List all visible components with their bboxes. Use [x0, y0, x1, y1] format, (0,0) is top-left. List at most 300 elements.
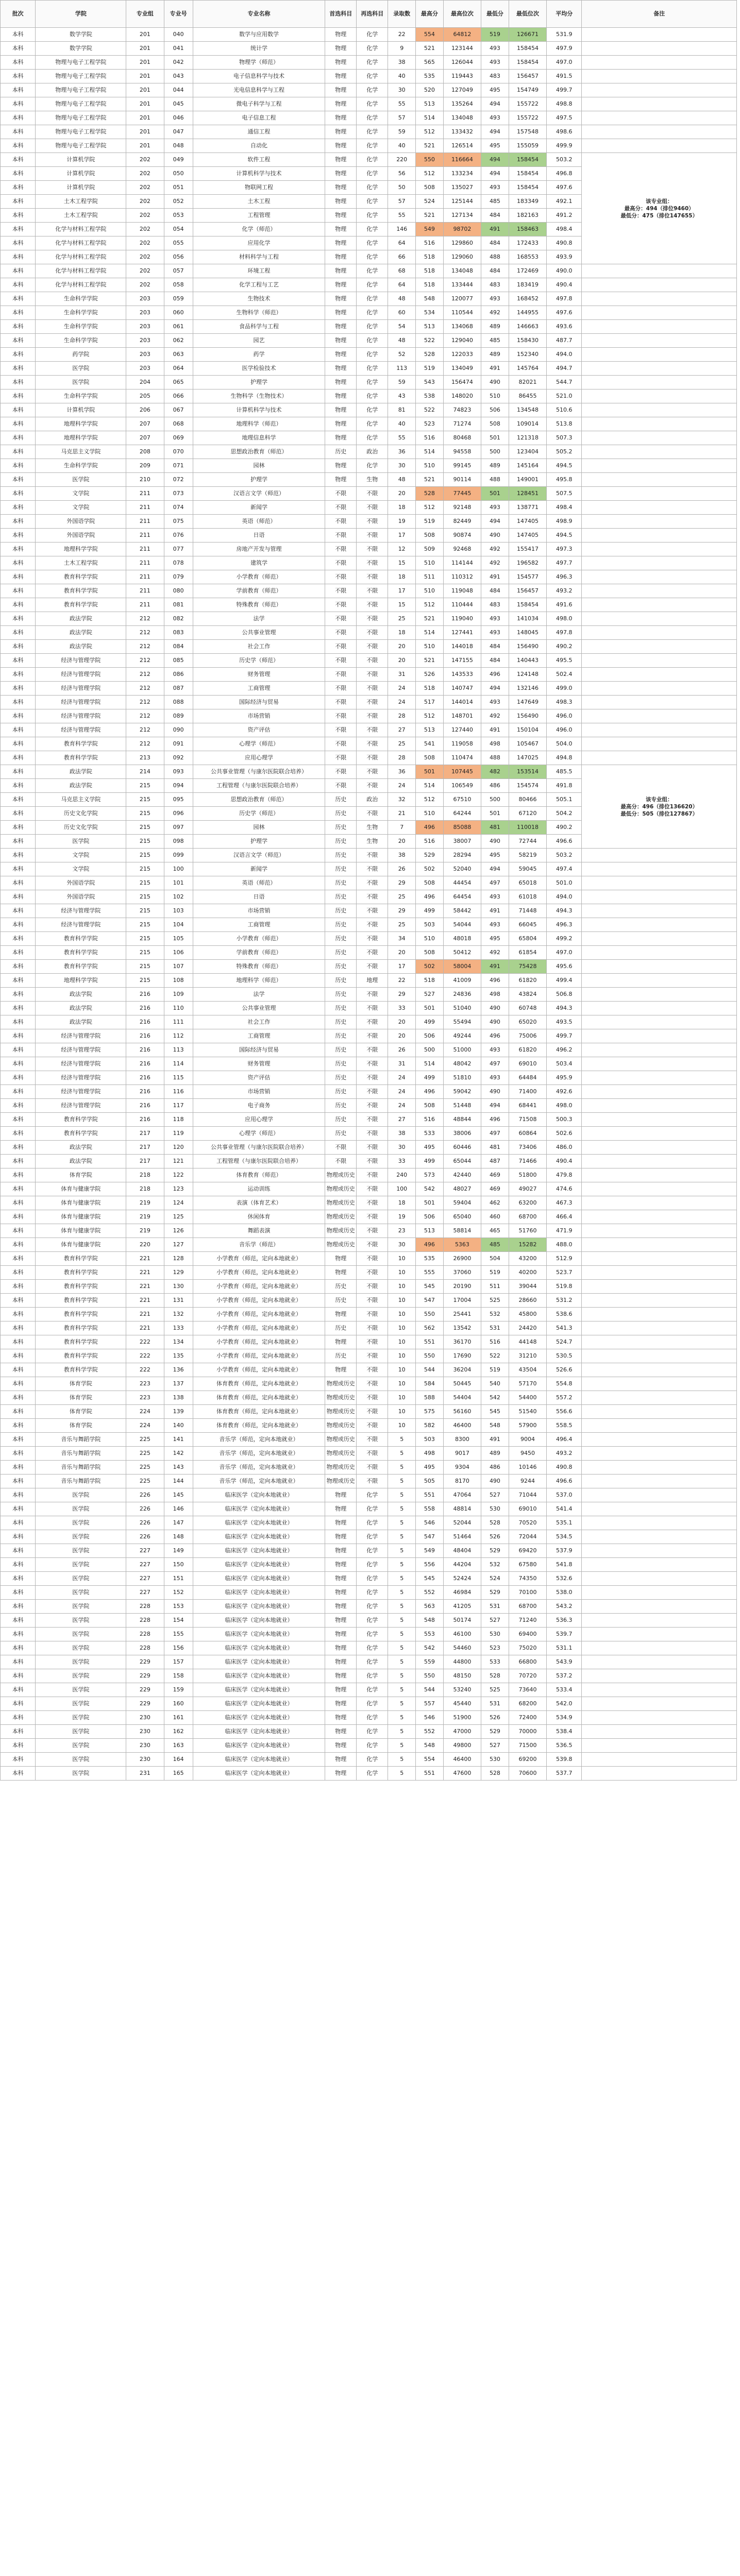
cell-max-score: 518 [416, 278, 444, 292]
cell-min-score: 492 [481, 543, 509, 556]
cell-min-rank: 49027 [509, 1182, 546, 1196]
cell-min-rank: 156490 [509, 709, 546, 723]
table-row [1, 849, 737, 862]
cell-second-subject: 化学 [357, 56, 388, 70]
cell-second-subject: 地理 [357, 974, 388, 988]
cell-enrolled: 30 [388, 459, 416, 473]
cell-first-subject: 不限 [325, 696, 357, 709]
cell-second-subject: 化学 [357, 181, 388, 195]
cell-min-rank: 145764 [509, 362, 546, 376]
cell-remark [582, 737, 737, 751]
cell-group: 215 [126, 835, 164, 849]
cell-enrolled: 5 [388, 1641, 416, 1655]
cell-batch: 本科 [1, 779, 36, 793]
cell-college: 化学与材料工程学院 [36, 250, 126, 264]
cell-batch: 本科 [1, 1697, 36, 1711]
cell-min-rank: 57900 [509, 1419, 546, 1433]
table-row [1, 1029, 737, 1043]
cell-enrolled: 30 [388, 83, 416, 97]
cell-major: 地理信息科学 [193, 431, 325, 445]
cell-max-rank: 119040 [443, 612, 481, 626]
table-row [1, 932, 737, 946]
cell-max-score: 510 [416, 640, 444, 654]
remark-line: 最高分：494（排位9460） [624, 205, 694, 212]
cell-code: 131 [164, 1294, 193, 1308]
cell-group: 223 [126, 1377, 164, 1391]
cell-min-score: 508 [481, 417, 509, 431]
cell-batch: 本科 [1, 250, 36, 264]
cell-enrolled: 31 [388, 668, 416, 682]
cell-first-subject: 历史 [325, 918, 357, 932]
cell-enrolled: 20 [388, 487, 416, 501]
cell-max-score: 527 [416, 988, 444, 1002]
cell-group: 202 [126, 250, 164, 264]
cell-second-subject: 化学 [357, 236, 388, 250]
cell-code: 114 [164, 1057, 193, 1071]
cell-max-rank: 47064 [443, 1488, 481, 1502]
cell-batch: 本科 [1, 501, 36, 515]
cell-min-rank: 71508 [509, 1113, 546, 1127]
cell-max-score: 548 [416, 1614, 444, 1628]
cell-batch: 本科 [1, 1127, 36, 1141]
table-row [1, 1475, 737, 1488]
cell-second-subject: 不限 [357, 751, 388, 765]
cell-min-rank: 71400 [509, 1085, 546, 1099]
cell-max-score: 550 [416, 1349, 444, 1363]
cell-major: 园艺 [193, 334, 325, 348]
cell-group: 225 [126, 1433, 164, 1447]
cell-code: 067 [164, 403, 193, 417]
cell-batch: 本科 [1, 904, 36, 918]
cell-max-score: 550 [416, 1669, 444, 1683]
cell-college: 经济与管理学院 [36, 904, 126, 918]
cell-max-rank: 127441 [443, 626, 481, 640]
cell-college: 马克思主义学院 [36, 445, 126, 459]
cell-first-subject: 物理 [325, 403, 357, 417]
cell-enrolled: 32 [388, 793, 416, 807]
cell-remark [582, 1488, 737, 1502]
column-header: 专业组 [126, 1, 164, 28]
cell-first-subject: 物理或历史 [325, 1391, 357, 1405]
cell-remark [582, 1600, 737, 1614]
cell-min-rank: 71448 [509, 904, 546, 918]
table-row [1, 445, 737, 459]
cell-max-score: 557 [416, 1697, 444, 1711]
cell-min-rank: 155722 [509, 97, 546, 111]
cell-enrolled: 59 [388, 376, 416, 389]
cell-min-score: 490 [481, 1085, 509, 1099]
cell-batch: 本科 [1, 960, 36, 974]
cell-min-score: 523 [481, 1641, 509, 1655]
cell-max-score: 506 [416, 1029, 444, 1043]
cell-code: 057 [164, 264, 193, 278]
cell-enrolled: 15 [388, 598, 416, 612]
cell-first-subject: 历史 [325, 1057, 357, 1071]
cell-min-rank: 60864 [509, 1127, 546, 1141]
cell-second-subject: 化学 [357, 1683, 388, 1697]
table-row [1, 459, 737, 473]
cell-batch: 本科 [1, 1488, 36, 1502]
cell-group: 226 [126, 1488, 164, 1502]
cell-enrolled: 40 [388, 139, 416, 153]
cell-code: 124 [164, 1196, 193, 1210]
cell-group: 203 [126, 292, 164, 306]
table-row [1, 946, 737, 960]
cell-first-subject: 历史 [325, 1015, 357, 1029]
cell-min-rank: 158454 [509, 56, 546, 70]
table-row [1, 904, 737, 918]
cell-enrolled: 24 [388, 682, 416, 696]
cell-first-subject: 物理 [325, 1697, 357, 1711]
cell-avg-score: 533.4 [547, 1683, 582, 1697]
cell-enrolled: 33 [388, 1155, 416, 1168]
cell-major: 食品科学与工程 [193, 320, 325, 334]
cell-code: 139 [164, 1405, 193, 1419]
cell-group: 201 [126, 70, 164, 83]
cell-max-score: 502 [416, 960, 444, 974]
cell-group: 211 [126, 570, 164, 584]
cell-min-score: 485 [481, 334, 509, 348]
cell-second-subject: 生物 [357, 835, 388, 849]
cell-batch: 本科 [1, 723, 36, 737]
cell-college: 地理科学学院 [36, 974, 126, 988]
cell-min-rank: 156457 [509, 70, 546, 83]
cell-min-rank: 140443 [509, 654, 546, 668]
cell-min-rank: 126671 [509, 28, 546, 42]
cell-second-subject: 不限 [357, 890, 388, 904]
cell-batch: 本科 [1, 1641, 36, 1655]
cell-first-subject: 历史 [325, 835, 357, 849]
cell-avg-score: 521.0 [547, 389, 582, 403]
cell-batch: 本科 [1, 153, 36, 167]
table-row [1, 1043, 737, 1057]
cell-first-subject: 历史 [325, 445, 357, 459]
cell-second-subject: 化学 [357, 97, 388, 111]
cell-code: 043 [164, 70, 193, 83]
cell-college: 医学院 [36, 1600, 126, 1614]
cell-max-score: 514 [416, 111, 444, 125]
cell-college: 体育学院 [36, 1168, 126, 1182]
cell-min-score: 462 [481, 1196, 509, 1210]
cell-enrolled: 36 [388, 445, 416, 459]
cell-remark [582, 1210, 737, 1224]
cell-remark [582, 501, 737, 515]
cell-code: 134 [164, 1335, 193, 1349]
cell-max-score: 516 [416, 1113, 444, 1127]
cell-major: 音乐学（师范，定向本地就业） [193, 1433, 325, 1447]
cell-remark [582, 1196, 737, 1210]
remark-line: 最低分：475（排位147655） [620, 212, 698, 219]
cell-remark [582, 125, 737, 139]
cell-college: 体育与健康学院 [36, 1196, 126, 1210]
cell-first-subject: 物理或历史 [325, 1182, 357, 1196]
cell-max-score: 514 [416, 1057, 444, 1071]
cell-min-score: 490 [481, 529, 509, 543]
cell-enrolled: 20 [388, 1015, 416, 1029]
cell-first-subject: 物理或历史 [325, 1475, 357, 1488]
cell-min-score: 469 [481, 1182, 509, 1196]
cell-min-score: 486 [481, 779, 509, 793]
cell-min-rank: 141034 [509, 612, 546, 626]
cell-first-subject: 物理 [325, 1683, 357, 1697]
cell-batch: 本科 [1, 598, 36, 612]
cell-code: 150 [164, 1558, 193, 1572]
cell-group: 213 [126, 751, 164, 765]
table-row [1, 515, 737, 529]
cell-max-rank: 46400 [443, 1753, 481, 1767]
cell-avg-score: 494.5 [547, 459, 582, 473]
cell-first-subject: 不限 [325, 1141, 357, 1155]
cell-second-subject: 化学 [357, 376, 388, 389]
cell-group: 217 [126, 1155, 164, 1168]
cell-college: 音乐与舞蹈学院 [36, 1461, 126, 1475]
cell-max-score: 552 [416, 1586, 444, 1600]
cell-college: 历史文化学院 [36, 807, 126, 821]
cell-first-subject: 物理 [325, 1502, 357, 1516]
cell-code: 041 [164, 42, 193, 56]
table-row [1, 417, 737, 431]
cell-min-rank: 70720 [509, 1669, 546, 1683]
cell-batch: 本科 [1, 862, 36, 876]
cell-avg-score: 543.9 [547, 1655, 582, 1669]
table-row [1, 125, 737, 139]
cell-college: 物理与电子工程学院 [36, 139, 126, 153]
cell-group: 217 [126, 1141, 164, 1155]
cell-group: 207 [126, 417, 164, 431]
cell-major: 英语（师范） [193, 876, 325, 890]
cell-remark [582, 1168, 737, 1182]
cell-batch: 本科 [1, 1475, 36, 1488]
cell-second-subject: 生物 [357, 821, 388, 835]
cell-batch: 本科 [1, 988, 36, 1002]
cell-max-rank: 53240 [443, 1683, 481, 1697]
cell-avg-score: 554.8 [547, 1377, 582, 1391]
cell-first-subject: 历史 [325, 1349, 357, 1363]
cell-second-subject: 化学 [357, 28, 388, 42]
cell-code: 077 [164, 543, 193, 556]
cell-college: 医学院 [36, 1739, 126, 1753]
cell-avg-score: 493.2 [547, 1447, 582, 1461]
cell-min-rank: 61820 [509, 974, 546, 988]
cell-group: 215 [126, 904, 164, 918]
cell-avg-score: 531.1 [547, 1641, 582, 1655]
cell-enrolled: 240 [388, 1168, 416, 1182]
cell-batch: 本科 [1, 1238, 36, 1252]
cell-college: 数学学院 [36, 28, 126, 42]
cell-group: 219 [126, 1224, 164, 1238]
cell-max-score: 501 [416, 765, 444, 779]
cell-min-score: 494 [481, 167, 509, 181]
cell-avg-score: 498.3 [547, 696, 582, 709]
cell-min-rank: 45800 [509, 1308, 546, 1321]
cell-first-subject: 历史 [325, 1029, 357, 1043]
cell-min-score: 527 [481, 1739, 509, 1753]
cell-second-subject: 不限 [357, 1155, 388, 1168]
table-row [1, 97, 737, 111]
cell-min-rank: 73640 [509, 1683, 546, 1697]
cell-major: 资产评估 [193, 1071, 325, 1085]
cell-max-rank: 123144 [443, 42, 481, 56]
cell-max-rank: 116664 [443, 153, 481, 167]
cell-remark [582, 1294, 737, 1308]
table-row [1, 1182, 737, 1196]
table-row [1, 1488, 737, 1502]
cell-max-rank: 129060 [443, 250, 481, 264]
cell-batch: 本科 [1, 209, 36, 223]
cell-second-subject: 政治 [357, 793, 388, 807]
cell-group: 227 [126, 1544, 164, 1558]
cell-remark [582, 1475, 737, 1488]
cell-code: 158 [164, 1669, 193, 1683]
cell-college: 经济与管理学院 [36, 1099, 126, 1113]
cell-second-subject: 不限 [357, 1141, 388, 1155]
cell-first-subject: 物理 [325, 70, 357, 83]
cell-college: 政法学院 [36, 765, 126, 779]
cell-avg-score: 499.7 [547, 83, 582, 97]
cell-major: 社会工作 [193, 640, 325, 654]
cell-remark [582, 292, 737, 306]
cell-major: 特殊教育（师范） [193, 598, 325, 612]
cell-enrolled: 17 [388, 584, 416, 598]
cell-min-score: 491 [481, 362, 509, 376]
cell-major: 体育教育（师范，定向本地就业） [193, 1377, 325, 1391]
cell-code: 156 [164, 1641, 193, 1655]
cell-college: 医学院 [36, 1697, 126, 1711]
cell-group: 220 [126, 1238, 164, 1252]
cell-major: 临床医学（定向本地就业） [193, 1739, 325, 1753]
cell-college: 文学院 [36, 487, 126, 501]
cell-enrolled: 48 [388, 292, 416, 306]
cell-avg-score: 494.5 [547, 529, 582, 543]
cell-max-score: 496 [416, 1238, 444, 1252]
cell-first-subject: 历史 [325, 904, 357, 918]
table-row [1, 751, 737, 765]
cell-min-score: 491 [481, 1433, 509, 1447]
cell-remark [582, 1628, 737, 1641]
cell-second-subject: 化学 [357, 459, 388, 473]
cell-min-rank: 70600 [509, 1767, 546, 1781]
cell-group: 201 [126, 97, 164, 111]
cell-group: 202 [126, 278, 164, 292]
cell-first-subject: 物理 [325, 56, 357, 70]
cell-second-subject: 不限 [357, 1015, 388, 1029]
cell-code: 092 [164, 751, 193, 765]
cell-batch: 本科 [1, 570, 36, 584]
cell-college: 经济与管理学院 [36, 723, 126, 737]
cell-max-rank: 37060 [443, 1266, 481, 1280]
table-row [1, 1363, 737, 1377]
cell-avg-score: 542.0 [547, 1697, 582, 1711]
cell-college: 经济与管理学院 [36, 709, 126, 723]
cell-min-score: 484 [481, 236, 509, 250]
cell-first-subject: 物理 [325, 1600, 357, 1614]
cell-group: 226 [126, 1516, 164, 1530]
cell-max-rank: 36170 [443, 1335, 481, 1349]
cell-remark [582, 1141, 737, 1155]
table-row [1, 1099, 737, 1113]
cell-major: 心理学（师范） [193, 1127, 325, 1141]
cell-major: 舞蹈表演 [193, 1224, 325, 1238]
cell-first-subject: 物理 [325, 417, 357, 431]
cell-first-subject: 物理或历史 [325, 1210, 357, 1224]
cell-first-subject: 不限 [325, 543, 357, 556]
cell-min-score: 489 [481, 1447, 509, 1461]
column-header: 再选科目 [357, 1, 388, 28]
cell-code: 088 [164, 696, 193, 709]
cell-max-score: 521 [416, 139, 444, 153]
cell-code: 099 [164, 849, 193, 862]
cell-avg-score: 495.5 [547, 654, 582, 668]
cell-avg-score: 496.8 [547, 167, 582, 181]
cell-second-subject: 化学 [357, 1753, 388, 1767]
cell-first-subject: 不限 [325, 570, 357, 584]
cell-min-rank: 183349 [509, 195, 546, 209]
cell-second-subject: 化学 [357, 111, 388, 125]
cell-avg-score: 501.0 [547, 876, 582, 890]
cell-enrolled: 24 [388, 1099, 416, 1113]
cell-avg-score: 496.4 [547, 1433, 582, 1447]
cell-enrolled: 5 [388, 1711, 416, 1725]
table-row [1, 1502, 737, 1516]
cell-remark [582, 1391, 737, 1405]
cell-major: 市场营销 [193, 1085, 325, 1099]
cell-major: 生物科学（师范） [193, 306, 325, 320]
cell-group: 202 [126, 264, 164, 278]
cell-max-score: 512 [416, 793, 444, 807]
cell-college: 经济与管理学院 [36, 668, 126, 682]
cell-avg-score: 504.0 [547, 737, 582, 751]
cell-min-score: 465 [481, 1224, 509, 1238]
cell-second-subject: 不限 [357, 668, 388, 682]
cell-second-subject: 化学 [357, 223, 388, 236]
cell-min-score: 519 [481, 28, 509, 42]
cell-min-score: 488 [481, 250, 509, 264]
cell-min-score: 532 [481, 1558, 509, 1572]
cell-batch: 本科 [1, 320, 36, 334]
cell-max-rank: 20190 [443, 1280, 481, 1294]
cell-batch: 本科 [1, 1572, 36, 1586]
cell-avg-score: 499.9 [547, 139, 582, 153]
cell-code: 051 [164, 181, 193, 195]
cell-group: 201 [126, 83, 164, 97]
cell-group: 215 [126, 779, 164, 793]
cell-group: 201 [126, 125, 164, 139]
cell-code: 086 [164, 668, 193, 682]
cell-min-score: 488 [481, 751, 509, 765]
cell-first-subject: 物理 [325, 1252, 357, 1266]
cell-second-subject: 不限 [357, 1196, 388, 1210]
cell-remark [582, 1321, 737, 1335]
cell-max-score: 554 [416, 28, 444, 42]
cell-remark [582, 1405, 737, 1419]
cell-code: 046 [164, 111, 193, 125]
cell-min-score: 481 [481, 821, 509, 835]
cell-min-score: 530 [481, 1502, 509, 1516]
table-row [1, 890, 737, 904]
cell-college: 经济与管理学院 [36, 1071, 126, 1085]
cell-min-rank: 71044 [509, 1488, 546, 1502]
cell-code: 058 [164, 278, 193, 292]
cell-second-subject: 不限 [357, 1349, 388, 1363]
cell-max-rank: 5363 [443, 1238, 481, 1252]
cell-group: 212 [126, 737, 164, 751]
cell-college: 教育科学学院 [36, 570, 126, 584]
cell-min-rank: 75006 [509, 1029, 546, 1043]
cell-group: 211 [126, 543, 164, 556]
cell-max-rank: 156474 [443, 376, 481, 389]
cell-college: 体育学院 [36, 1377, 126, 1391]
cell-avg-score: 535.1 [547, 1516, 582, 1530]
